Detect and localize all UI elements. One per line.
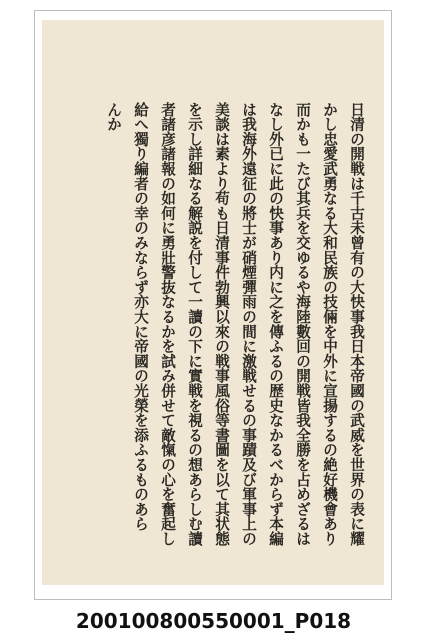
text-column-3: 而かも一たび其兵を交ゆるや海陸數回の開戦皆我全勝を占めざるは — [294, 102, 311, 546]
text-column-5: は我海外遠征の將士が硝煙彈雨の間に激戦せるの事蹟及び軍事上の — [240, 102, 257, 546]
text-column-2: かし忠愛武勇なる大和民族の技倆を中外に宣揚するの絶好機會あり — [321, 102, 338, 546]
text-column-4: なし外已に此の快事あり内に之を傳ふるの歴史なかるべからず本編 — [267, 102, 284, 546]
image-caption: 200100800550001_P018 — [75, 609, 352, 633]
text-column-9: 給へ獨り編者の幸のみならず亦大に帝國の光榮を添ふるものあら — [132, 102, 149, 532]
text-column-6: 美談は素より苟も日清事件勃興以來の戦事風俗等書圖を以て其状態 — [213, 102, 230, 546]
text-column-1: 日清の開戦は千古未曾有の大快事我日本帝國の武威を世界の表に耀 — [348, 102, 365, 546]
text-column-7: を示し詳細なる解説を付して一讀の下に實戦を視るの想あらしむ讀 — [186, 102, 203, 546]
vertical-text-body — [70, 102, 370, 572]
text-column-10: んか — [105, 102, 122, 132]
text-column-8: 者諸彦諸報の如何に勇壯警抜なるかを試み併せて敵愾の心を奮起し — [159, 102, 176, 546]
